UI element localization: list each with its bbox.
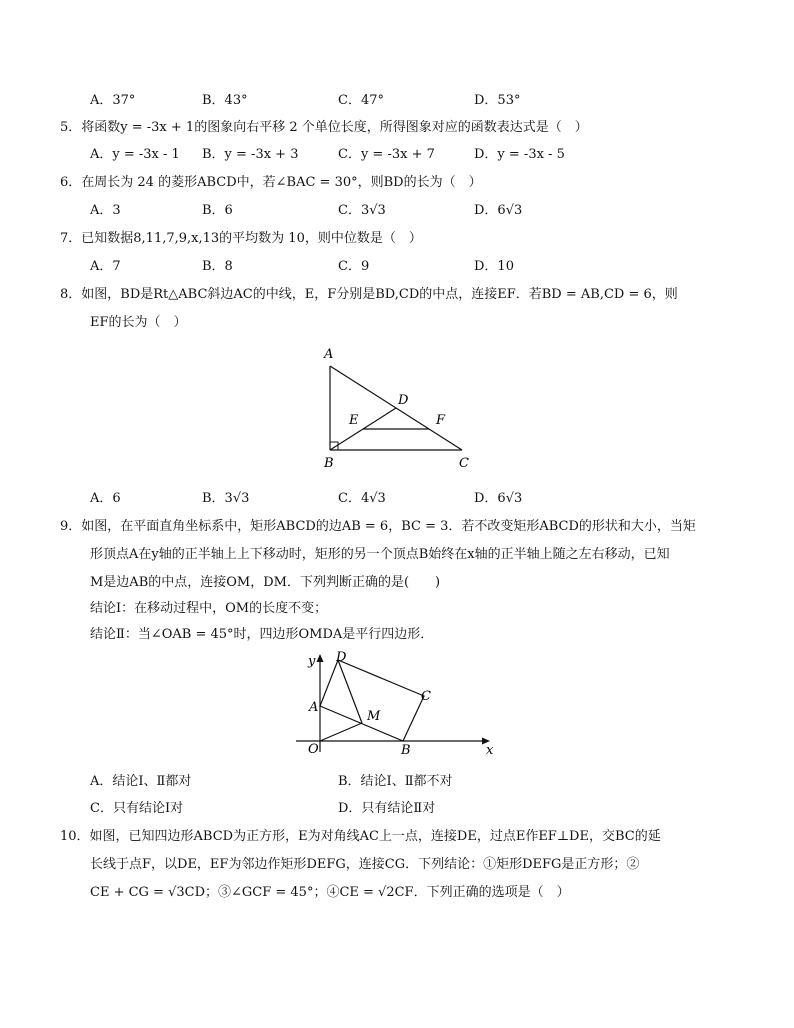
q10-stem-line1: 10．如图，已知四边形ABCD为正方形，E为对角线AC上一点，连接DE，过点E作EF⊥DE，交BC的延 (60, 829, 661, 844)
q8-option-a: A．6 (90, 491, 121, 506)
q8-label-e: E (349, 413, 359, 428)
q8-option-d: D．6√3 (474, 491, 523, 506)
q7-stem: 7．已知数据8,11,7,9,x,13的平均数为 10，则中位数是（ ） (60, 231, 422, 246)
q8-label-a: A (324, 347, 334, 362)
q7-option-b: B．8 (202, 259, 233, 274)
q8-label-d: D (398, 393, 409, 408)
q9-label-m: M (367, 709, 381, 724)
q8-figure (310, 340, 490, 475)
q9-label-d: D (336, 650, 347, 665)
q7-option-a: A．7 (90, 259, 121, 274)
q8-label-c: C (459, 456, 469, 471)
q5-option-c: C．y = -3x + 7 (338, 147, 435, 162)
q6-option-a: A．3 (90, 203, 121, 218)
q5-stem: 5．将函数y = -3x + 1的图象向右平移 2 个单位长度，所得图象对应的函数表达式是（ ） (60, 120, 588, 135)
q8-stem-line1: 8．如图，BD是Rt△ABC斜边AC的中线，E，F分别是BD,CD的中点，连接EF．若BD = AB,CD = 6，则 (60, 287, 678, 302)
q9-option-d: D．只有结论Ⅱ对 (338, 801, 436, 816)
q8-label-b: B (324, 456, 334, 471)
q9-label-o: O (308, 742, 319, 757)
q4-option-d: D．53° (474, 93, 521, 108)
q9-option-b: B．结论Ⅰ、Ⅱ都不对 (338, 774, 453, 789)
q5-option-a: A．y = -3x - 1 (90, 147, 180, 162)
q9-label-b: B (401, 743, 411, 758)
q9-stem-line3: M是边AB的中点，连接OM，DM．下列判断正确的是( ) (90, 575, 441, 590)
q9-option-c: C．只有结论Ⅰ对 (90, 801, 184, 816)
q10-stem-line2: 长线于点F，以DE，EF为邻边作矩形DEFG，连接CG．下列结论：①矩形DEFG是正方形；② (90, 857, 640, 872)
q9-stem-line1: 9．如图，在平面直角坐标系中，矩形ABCD的边AB = 6，BC = 3．若不改变矩形ABCD的形状和大小，当矩 (60, 519, 696, 534)
q7-option-c: C．9 (338, 259, 370, 274)
q6-option-d: D．6√3 (474, 203, 523, 218)
q10-stem-line3: CE + CG = √3CD；③∠GCF = 45°；④CE = √2CF．下列正确的选项是（ ） (90, 885, 570, 900)
q4-option-c: C．47° (338, 93, 384, 108)
q8-label-f: F (436, 413, 446, 428)
q5-option-d: D．y = -3x - 5 (474, 147, 565, 162)
q8-option-b: B．3√3 (202, 491, 250, 506)
q6-option-c: C．3√3 (338, 203, 386, 218)
q9-stem-line2: 形顶点A在y轴的正半轴上上下移动时，矩形的另一个顶点B始终在x轴的正半轴上随之左右移动，已知 (90, 547, 670, 562)
q6-option-b: B．6 (202, 203, 233, 218)
q9-conclusion-2: 结论Ⅱ：当∠OAB = 45°时，四边形OMDA是平行四边形． (90, 627, 434, 642)
q9-label-y: y (308, 654, 316, 669)
q9-label-a: A (309, 700, 319, 715)
q7-option-d: D．10 (474, 259, 514, 274)
q9-label-x: x (486, 743, 494, 758)
q9-option-a: A．结论Ⅰ、Ⅱ都对 (90, 774, 192, 789)
q4-option-a: A．37° (90, 93, 136, 108)
q9-conclusion-1: 结论Ⅰ：在移动过程中，OM的长度不变； (90, 601, 328, 616)
q4-option-b: B．43° (202, 93, 248, 108)
q8-option-c: C．4√3 (338, 491, 386, 506)
q9-label-c: C (421, 689, 431, 704)
q8-stem-line2: EF的长为（ ） (90, 315, 187, 330)
q6-stem: 6．在周长为 24 的菱形ABCD中，若∠BAC = 30°，则BD的长为（ ） (60, 175, 482, 190)
q9-figure (290, 648, 505, 760)
q5-option-b: B．y = -3x + 3 (202, 147, 299, 162)
